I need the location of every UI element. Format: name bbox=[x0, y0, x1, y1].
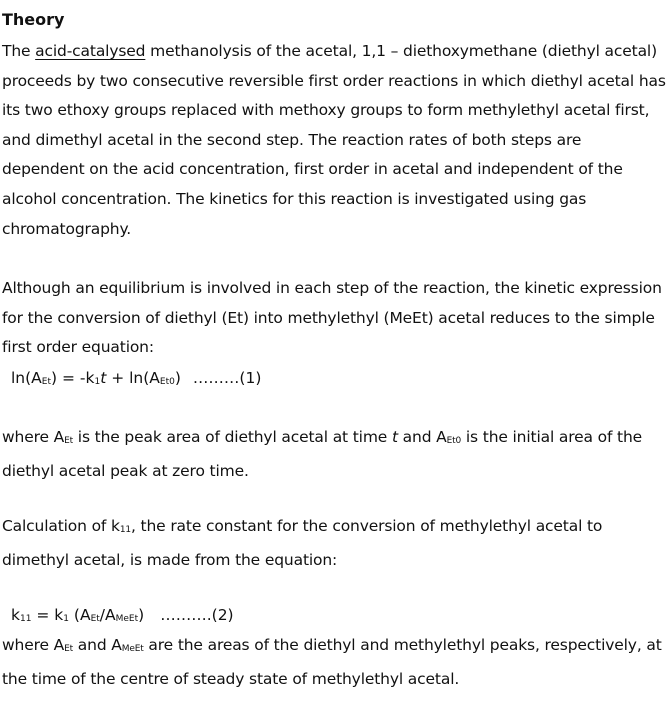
paragraph-definitions bbox=[2, 423, 666, 486]
eq1-sub-k1: 1 bbox=[94, 377, 101, 387]
eq1-rhs: + ln(A bbox=[106, 369, 160, 387]
paragraph-equilibrium: Although an equilibrium is involved in each step of the reaction, the kinetic expression for the conversion of diethyl (Et) into methylethyl (MeEt) acetal reduces to the simple first order equation: bbox=[2, 279, 662, 357]
eq2-sub-meet: MeEt bbox=[115, 614, 139, 624]
areas-text-c: are the areas of the diethyl and methylethyl peaks, respectively, at the time of the centre of steady state of methylethyl acetal. bbox=[2, 636, 662, 688]
calc-text-b: , the rate constant for the conversion of methylethyl acetal to dimethyl acetal, is made from the equation: bbox=[2, 517, 603, 569]
eq1-sub-et0: Et0 bbox=[159, 377, 175, 387]
equation-1 bbox=[11, 364, 261, 398]
eq1-mid: ) = -k bbox=[51, 369, 95, 387]
def-time-var: t bbox=[391, 428, 398, 446]
eq1-lhs: ln(A bbox=[11, 369, 42, 387]
eq1-close: ) bbox=[174, 369, 181, 387]
eq1-number: ………(1) bbox=[192, 369, 262, 387]
paragraph-intro bbox=[2, 37, 666, 244]
def-text-c: and A bbox=[397, 428, 447, 446]
eq2-k: k bbox=[11, 606, 20, 624]
eq2-slash: /A bbox=[99, 606, 116, 624]
eq2-open: (A bbox=[69, 606, 91, 624]
def-sub-et: Et bbox=[64, 436, 74, 446]
eq1-time-var: t bbox=[100, 369, 107, 387]
eq2-sub-11: 11 bbox=[19, 614, 32, 624]
def-text-a: where A bbox=[2, 428, 65, 446]
eq2-sub-et: Et bbox=[90, 614, 100, 624]
areas-text-a: where A bbox=[2, 636, 65, 654]
areas-sub-meet: MeEt bbox=[121, 644, 144, 654]
eq1-sub-et: Et bbox=[41, 377, 51, 387]
areas-sub-et: Et bbox=[64, 644, 74, 654]
eq2-sub-1: 1 bbox=[63, 614, 69, 624]
def-sub-et0: Et0 bbox=[446, 436, 462, 446]
intro-text-start: The bbox=[2, 42, 36, 60]
eq2-close: ) bbox=[138, 606, 145, 624]
calc-sub-11: 11 bbox=[119, 525, 131, 535]
def-text-d: is the initial area of the diethyl acetal peak at zero time. bbox=[2, 428, 643, 480]
paragraph-areas bbox=[2, 631, 666, 694]
acid-catalysed-link[interactable]: acid-catalysed bbox=[35, 42, 146, 60]
def-text-b: is the peak area of diethyl acetal at time bbox=[73, 428, 392, 446]
paragraph-calculation bbox=[2, 512, 666, 575]
areas-text-b: and A bbox=[73, 636, 122, 654]
eq2-number: ……….(2) bbox=[160, 606, 234, 624]
eq2-equals: = k bbox=[31, 606, 64, 624]
equation-2 bbox=[11, 601, 234, 635]
calc-text-a: Calculation of k bbox=[2, 517, 120, 535]
section-heading: Theory bbox=[2, 10, 65, 29]
intro-text-rest: methanolysis of the acetal, 1,1 – diethoxymethane (diethyl acetal) proceeds by two consecutive reversible first order reactions in which diethyl acetal has its two ethoxy groups replaced with methoxy groups to form methylethyl acetal first, and dimethyl acetal in the second step. The reaction rates of both steps are dependent on the acid concentration, first order in acetal and independent of the alcohol concentration. The kinetics for this reaction is investigated using gas chromatography. bbox=[2, 42, 666, 238]
